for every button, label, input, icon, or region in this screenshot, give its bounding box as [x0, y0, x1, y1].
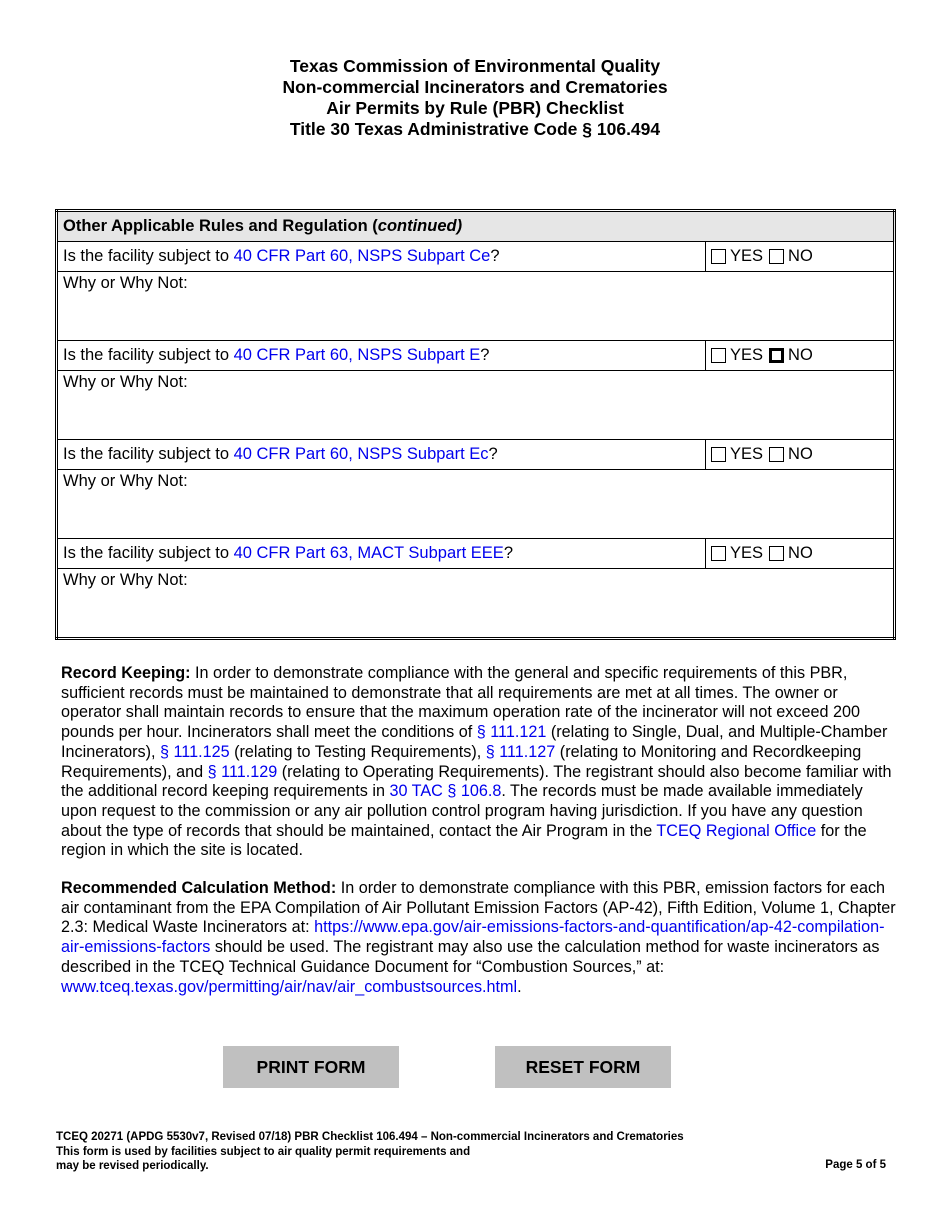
rule-link-subpart-eee[interactable]: 40 CFR Part 63, MACT Subpart EEE [233, 544, 504, 562]
why-field[interactable] [57, 470, 895, 539]
link-30-tac-106-8[interactable]: 30 TAC § 106.8 [389, 782, 502, 801]
calculation-method-paragraph: Recommended Calculation Method: In order to demonstrate compliance with this PBR, emission factors for each air contaminant from the EPA Compilation of Air Pollutant Emission Factors (AP-42), Fifth Edition, Volume 1, Chapter 2.3: Medical Waste Incinerators at: https://www.epa.gov/air-emissions-factors-and-quantification/ap-42-compilation-air-emissions-factors should be used. The registrant may also use the calculation method for waste incinerators as described in the TCEQ Technical Guidance Document for “Combustion Sources,” at: www.tceq.texas.gov/permitting/air/nav/air_combustsources.html. [61, 879, 896, 996]
link-tceq-regional-office[interactable]: TCEQ Regional Office [656, 821, 817, 840]
header-code-reference: Title 30 Texas Administrative Code § 106.494 [289, 119, 661, 139]
why-label: Why or Why Not: [63, 373, 188, 391]
question-text: Is the facility subject to 40 CFR Part 60, NSPS Subpart E? [57, 341, 706, 371]
applicable-rules-table [55, 209, 896, 640]
record-keeping-heading: Record Keeping: [61, 664, 191, 682]
link-111-125[interactable]: § 111.125 [159, 742, 230, 761]
header-subject: Non-commercial Incinerators and Crematories [282, 77, 668, 97]
yes-no-options: YES NO [706, 242, 895, 272]
page-number: Page 5 of 5 [825, 1159, 886, 1171]
no-checkbox[interactable] [769, 348, 784, 363]
question-text: Is the facility subject to 40 CFR Part 63, MACT Subpart EEE? [57, 539, 706, 569]
header-agency: Texas Commission of Environmental Quality [289, 56, 661, 76]
yes-checkbox[interactable] [711, 546, 726, 561]
link-epa-ap42[interactable]: https://www.epa.gov/air-emissions-factors-and-quantification/ap-42-compilation-air-emissions-factors [61, 918, 885, 957]
why-field[interactable] [57, 272, 895, 341]
record-keeping-paragraph: Record Keeping: In order to demonstrate compliance with the general and specific requirements of this PBR, sufficient records must be maintained to demonstrate that all requirements are met at all times. The owner or operator shall maintain records to ensure that the maximum operation rate of the incinerator will not exceed 200 pounds per hour. Incinerators shall meet the conditions of § 111.121 (relating to Single, Dual, and Multiple-Chamber Incinerators), § 111.125 (relating to Testing Requirements), § 111.127 (relating to Monitoring and Recordkeeping Requirements), and § 111.129 (relating to Operating Requirements). The registrant should also become familiar with the additional record keeping requirements in 30 TAC § 106.8. The records must be made available immediately upon request to the commission or any air pollution control program having jurisdiction. If you have any question about the type of records that should be maintained, contact the Air Program in the TCEQ Regional Office for the region in which the site is located. [61, 664, 892, 860]
question-text: Is the facility subject to 40 CFR Part 60, NSPS Subpart Ec? [57, 440, 706, 470]
question-row [57, 539, 895, 569]
no-checkbox[interactable] [769, 447, 784, 462]
calculation-method-heading: Recommended Calculation Method: [61, 879, 337, 897]
question-text: Is the facility subject to 40 CFR Part 60, NSPS Subpart Ce? [57, 242, 706, 272]
no-checkbox[interactable] [769, 546, 784, 561]
footer-form-id: TCEQ 20271 (APDG 5530v7, Revised 07/18) PBR Checklist 106.494 – Non-commercial Incinerators and Crematories [56, 1131, 684, 1143]
rule-link-subpart-ce[interactable]: 40 CFR Part 60, NSPS Subpart Ce [233, 247, 491, 265]
rule-link-subpart-ec[interactable]: 40 CFR Part 60, NSPS Subpart Ec [233, 445, 489, 463]
document-header [0, 56, 950, 140]
link-111-127[interactable]: § 111.127 [485, 742, 556, 761]
yes-checkbox[interactable] [711, 447, 726, 462]
link-111-129[interactable]: § 111.129 [207, 762, 278, 781]
form-footer [56, 1130, 684, 1174]
link-tceq-combustion-sources[interactable]: www.tceq.texas.gov/permitting/air/nav/air_combustsources.html [61, 977, 518, 996]
why-label: Why or Why Not: [63, 472, 188, 490]
rule-link-subpart-e[interactable]: 40 CFR Part 60, NSPS Subpart E [233, 346, 481, 364]
yes-no-options: YES NO [706, 440, 895, 470]
footer-note-1: This form is used by facilities subject to air quality permit requirements and [56, 1145, 471, 1158]
yes-checkbox[interactable] [711, 249, 726, 264]
print-form-button[interactable]: PRINT FORM [223, 1046, 399, 1088]
yes-checkbox[interactable] [711, 348, 726, 363]
header-form-title: Air Permits by Rule (PBR) Checklist [326, 98, 624, 118]
question-row [57, 341, 895, 371]
yes-no-options: YES NO [706, 539, 895, 569]
reset-form-button[interactable]: RESET FORM [495, 1046, 671, 1088]
question-row [57, 242, 895, 272]
why-field[interactable] [57, 371, 895, 440]
link-111-121[interactable]: § 111.121 [476, 723, 547, 742]
why-label: Why or Why Not: [63, 571, 188, 589]
yes-no-options: YES NO [706, 341, 895, 371]
why-field[interactable] [57, 569, 895, 639]
question-row [57, 440, 895, 470]
section-heading: Other Applicable Rules and Regulation (continued) [57, 211, 895, 242]
footer-note-2: may be revised periodically. [56, 1160, 209, 1172]
no-checkbox[interactable] [769, 249, 784, 264]
why-label: Why or Why Not: [63, 274, 188, 292]
